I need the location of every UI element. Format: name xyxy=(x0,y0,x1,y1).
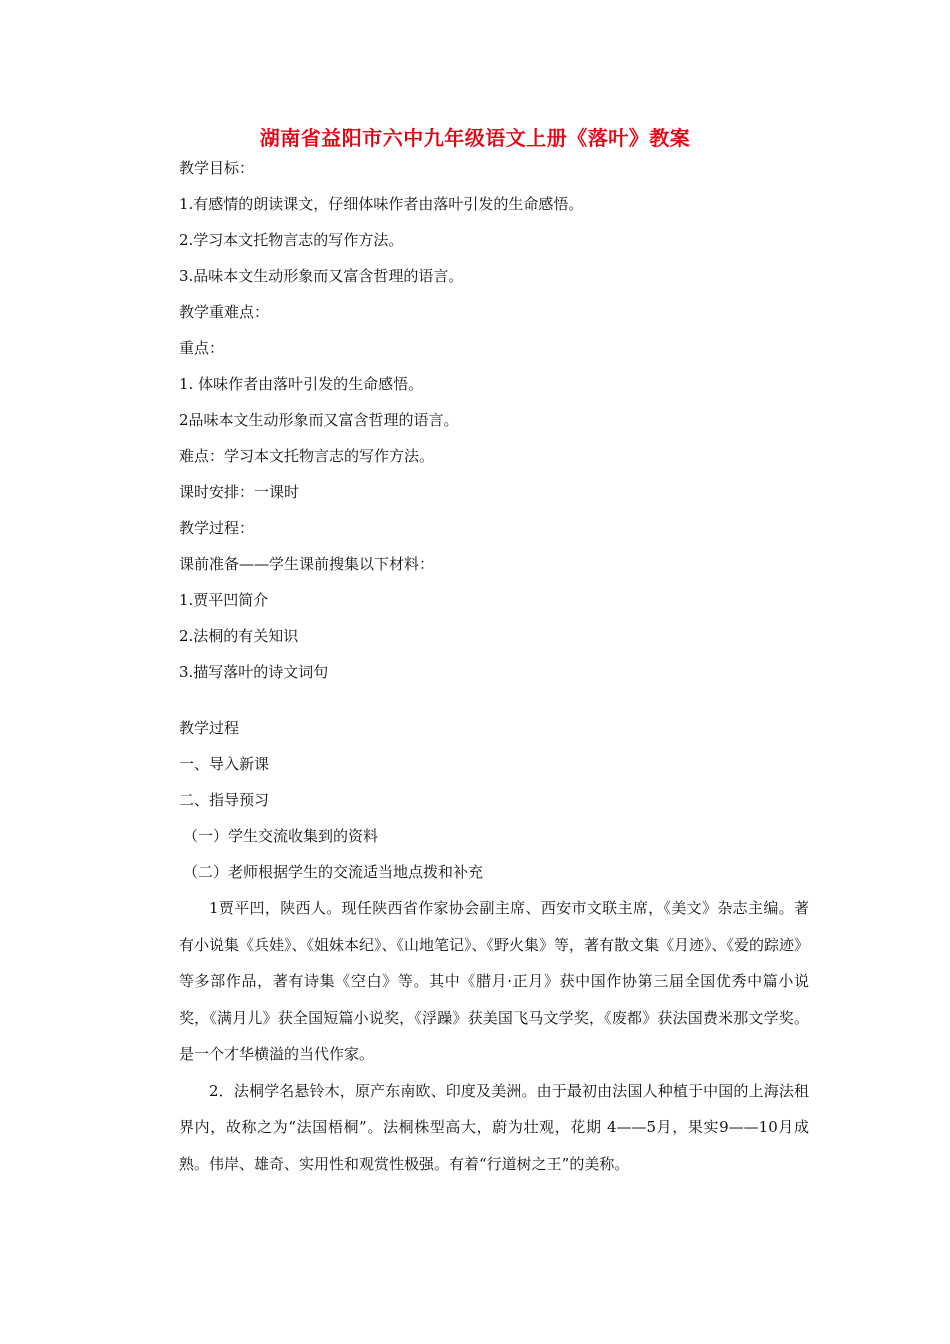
blank-line xyxy=(179,690,809,710)
text-line: 一、导入新课 xyxy=(179,755,270,773)
text-line: 3.品味本文生动形象而又富含哲理的语言。 xyxy=(179,267,464,285)
text-line: 1.有感情的朗读课文，仔细体味作者由落叶引发的生命感悟。 xyxy=(179,195,584,213)
text-line: （二）老师根据学生的交流适当地点拨和补充 xyxy=(183,863,484,881)
text-line: 1.贾平凹简介 xyxy=(179,591,269,609)
text-line: 教学重难点： xyxy=(179,303,270,321)
paragraph-jia-pingwa: 1贾平凹，陕西人。现任陕西省作家协会副主席、西安市文联主席，《美文》杂志主编。著有小说集《兵娃》、《姐妹本纪》、《山地笔记》、《野火集》等，著有散文集《月迹》、《爱的踪迹》等多部作品，著有诗集《空白》等。其中《腊月·正月》获中国作协第三届全国优秀中篇小说奖，《满月儿》获全国短篇小说奖，《浮躁》获美国飞马文学奖，《废都》获法国费米那文学奖。是一个才华横溢的当代作家。 xyxy=(179,899,810,1063)
text-line: 课时安排：一课时 xyxy=(179,483,300,501)
text-line: 3.描写落叶的诗文词句 xyxy=(179,663,329,681)
document-body xyxy=(179,150,809,1182)
text-line: （一）学生交流收集到的资料 xyxy=(183,827,379,845)
text-line: 二、指导预习 xyxy=(179,791,270,809)
text-line: 教学过程： xyxy=(179,519,255,537)
text-line: 重点： xyxy=(179,339,225,357)
text-line: 教学目标： xyxy=(179,159,255,177)
document-title: 湖南省益阳市六中九年级语文上册《落叶》教案 xyxy=(259,126,691,150)
text-line: 2.法桐的有关知识 xyxy=(179,627,299,645)
paragraph-plane-tree: 2．法桐学名悬铃木，原产东南欧、印度及美洲。由于最初由法国人种植于中国的上海法租界内，故称之为“法国梧桐”。法桐株型高大，蔚为壮观，花期 4——5月，果实9——10月成熟。伟岸、雄奇、实用性和观赏性极强。有着“行道树之王”的美称。 xyxy=(179,1081,809,1173)
text-line: 教学过程 xyxy=(179,719,240,737)
text-line: 1. 体味作者由落叶引发的生命感悟。 xyxy=(179,375,424,393)
text-line: 课前准备——学生课前搜集以下材料： xyxy=(179,555,435,573)
text-line: 2.学习本文托物言志的写作方法。 xyxy=(179,231,404,249)
text-line: 难点：学习本文托物言志的写作方法。 xyxy=(179,447,435,465)
text-line: 2品味本文生动形象而又富含哲理的语言。 xyxy=(179,411,459,429)
